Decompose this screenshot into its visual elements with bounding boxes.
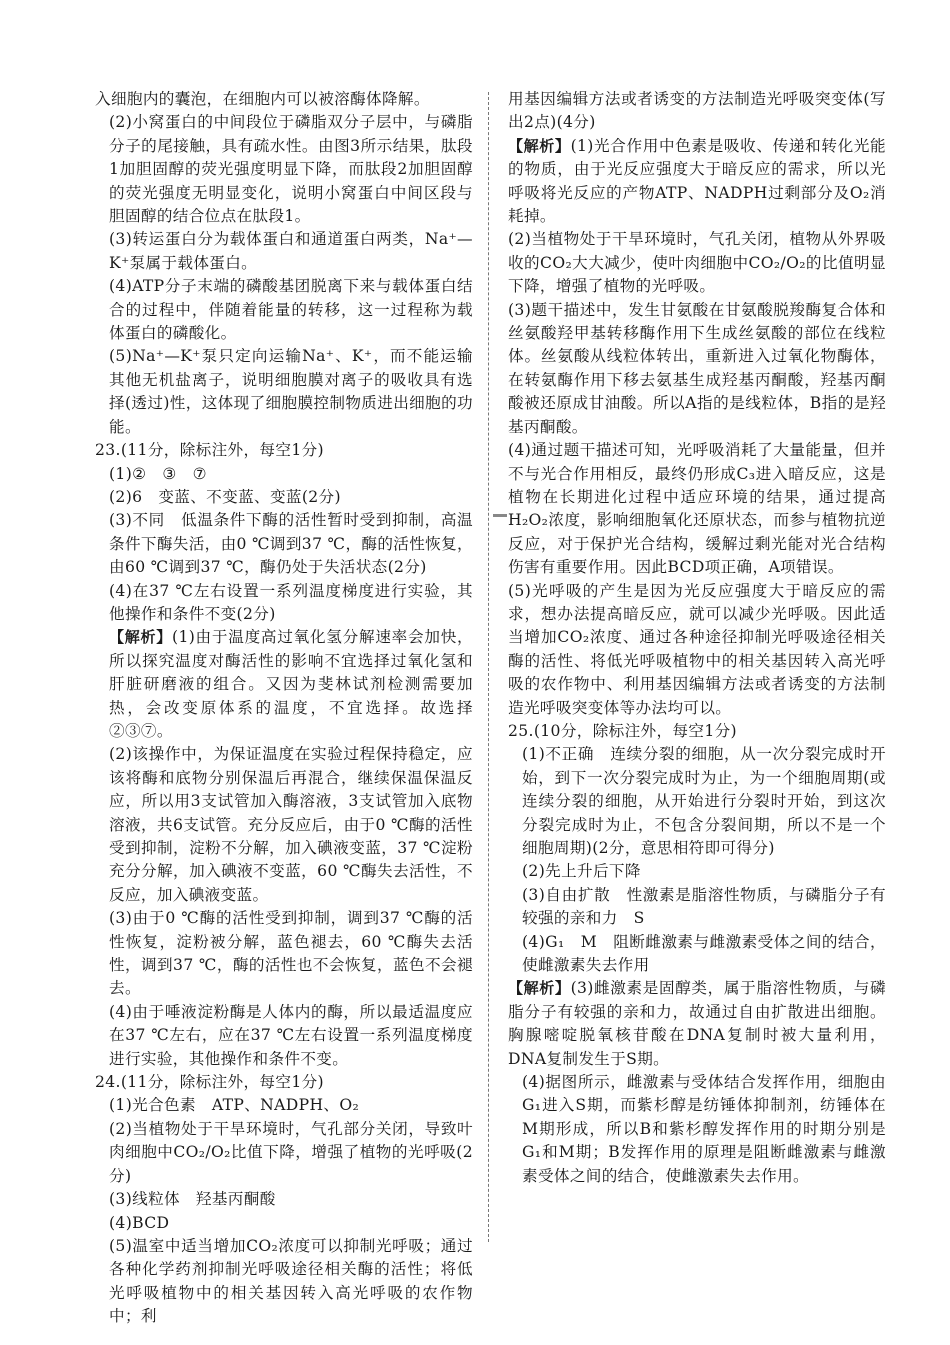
q24-answer-4: (4)BCD <box>109 1213 170 1232</box>
q23-analysis-1 <box>95 626 473 743</box>
q23-analysis-2: (2)该操作中，为保证温度在实验过程保持稳定，应该将酶和底物分别保温后再混合，继续保温保温反应，所以用3支试管加入酶溶液，3支试管加入底物溶液，共6支试管。充分反应后，由于0 ℃酶的活性受到抑制，淀粉不分解，加入碘液变蓝，37 ℃淀粉充分分解，加入碘液不变蓝，60 ℃酶失去活性，不反应，加入碘液变蓝。 <box>109 745 473 904</box>
q23-answer-2: (2)6 变蓝、不变蓝、变蓝(2分) <box>109 487 341 506</box>
q23-answer-1: (1)② ③ ⑦ <box>109 464 208 483</box>
q23-analysis-text-1: (1)由于温度高过氧化氢分解速率会加快，所以探究温度对酶活性的影响不宜选择过氧化氢和肝脏研磨液的组合。又因为斐林试剂检测需要加热，会改变原体系的温度，不宜选择。故选择②③⑦。 <box>109 628 474 740</box>
analysis-tag: 【解析】 <box>508 136 571 155</box>
q25-answer-3: (3)自由扩散 性激素是脂溶性物质，与磷脂分子有较强的亲和力 S <box>522 885 886 928</box>
q24-answer-3: (3)线粒体 羟基丙酮酸 <box>109 1190 276 1209</box>
analysis-tag: 【解析】 <box>508 979 571 998</box>
q25-analysis-text-3: (3)雌激素是固醇类，属于脂溶性物质，与磷脂分子有较强的亲和力，故通过自由扩散进出细胞。胸腺嘧啶脱氧核苷酸在DNA复制时被大量利用，DNA复制发生于S期。 <box>508 979 886 1068</box>
q24-header: 24.(11分，除标注外，每空1分) <box>95 1073 324 1092</box>
q23-answer-4: (4)在37 ℃左右设置一系列温度梯度进行实验，其他操作和条件不变(2分) <box>109 581 473 623</box>
q24-analysis-5: (5)光呼吸的产生是因为光反应强度大于暗反应的需求，想办法提高暗反应，就可以减少光呼吸。因此适当增加CO₂浓度、通过各种途径抑制光呼吸途径相关酶的活性、将低光呼吸植物中的相关基因转入高光呼吸的农作物中、利用基因编辑方法或者诱变的方法制造光呼吸突变体等办法均可以。 <box>508 581 886 717</box>
q22-answer-5: (5)Na⁺—K⁺泵只定向运输Na⁺、K⁺，而不能运输其他无机盐离子，说明细胞膜对离子的吸收具有选择(透过)性，这体现了细胞膜控制物质进出细胞的功能。 <box>109 347 473 436</box>
q25-analysis-4: (4)据图所示，雌激素与受体结合发挥作用，细胞由G₁进入S期，而紫杉醇是纺锤体抑制剂，纺锤体在M期形成，所以B和紫杉醇发挥作用的时期分别是G₁和M期；B发挥作用的原理是阻断雌激素与雌激素受体之间的结合，使雌激素失去作用。 <box>522 1073 886 1185</box>
q22-part1-continuation: 入细胞内的囊泡，在细胞内可以被溶酶体降解。 <box>95 90 430 108</box>
q23-header: 23.(11分，除标注外，每空1分) <box>95 441 324 460</box>
scan-mark <box>493 514 507 517</box>
q24-analysis-3: (3)题干描述中，发生甘氨酸在甘氨酸脱羧酶复合体和丝氨酸羟甲基转移酶作用下生成丝氨酸的部位在线粒体。丝氨酸从线粒体转出，重新进入过氧化物酶体，在转氨酶作用下移去氨基生成羟基丙酮酸，羟基丙酮酸被还原成甘油酸。所以A指的是线粒体，B指的是羟基丙酮酸。 <box>508 300 886 436</box>
q23-answer-3: (3)不同 低温条件下酶的活性暂时受到抑制，高温条件下酶失活，由0 ℃调到37 ℃，酶的活性恢复，由60 ℃调到37 ℃，酶仍处于失活状态(2分) <box>109 511 474 577</box>
q25-header: 25.(10分，除标注外，每空1分) <box>508 721 737 740</box>
analysis-tag: 【解析】 <box>109 628 173 647</box>
q25-answer-1: (1)不正确 连续分裂的细胞，从一次分裂完成时开始，到下一次分裂完成时为止，为一个细胞周期(或连续分裂的细胞，从开始进行分裂时开始，到这次分裂完成时为止，不包含分裂间期，所以不是一个细胞周期)(2分，意思相符即可得分) <box>522 745 886 857</box>
q25-answer-2: (2)先上升后下降 <box>522 862 641 881</box>
q24-answer-5: (5)温室中适当增加CO₂浓度可以抑制光呼吸；通过各种化学药剂抑制光呼吸途径相关酶的活性；将低光呼吸植物中的相关基因转入高光呼吸的农作物中；利 <box>109 1236 473 1326</box>
q23-analysis-4: (4)由于唾液淀粉酶是人体内的酶，所以最适温度应在37 ℃左右，应在37 ℃左右设置一系列温度梯度进行实验，其他操作和条件不变。 <box>109 1002 473 1068</box>
q24-analysis-4: (4)通过题干描述可知，光呼吸消耗了大量能量，但并不与光合作用相反，最终仍形成C₃进入暗反应，这是植物在长期进化过程中适应环境的结果，通过提高H₂O₂浓度，影响细胞氧化还原状态，而参与植物抗逆反应，对于保护光合结构，缓解过剩光能对光合结构伤害有重要作用。因此BCD项正确，A项错误。 <box>508 441 886 577</box>
q22-answer-2: (2)小窝蛋白的中间段位于磷脂双分子层中，与磷脂分子的尾接触，具有疏水性。由图3所示结果，肽段1加胆固醇的荧光强度明显下降，而肽段2加胆固醇的荧光强度无明显变化，说明小窝蛋白中间区段与胆固醇的结合位点在肽段1。 <box>109 113 473 226</box>
right-column <box>508 88 886 1188</box>
q22-answer-4: (4)ATP分子末端的磷酸基团脱离下来与载体蛋白结合的过程中，伴随着能量的转移，这一过程称为载体蛋白的磷酸化。 <box>109 277 473 343</box>
column-divider <box>488 92 489 1242</box>
q25-answer-4: (4)G₁ M 阻断雌激素与雌激素受体之间的结合，使雌激素失去作用 <box>522 932 886 975</box>
q24-analysis-2: (2)当植物处于干旱环境时，气孔关闭，植物从外界吸收的CO₂大大减少，使叶肉细胞中CO₂/O₂的比值明显下降，增强了植物的光呼吸。 <box>508 230 886 296</box>
q24-answer-1: (1)光合色素 ATP、NADPH、O₂ <box>109 1096 360 1115</box>
left-column <box>95 88 473 1329</box>
q22-answer-3: (3)转运蛋白分为载体蛋白和通道蛋白两类，Na⁺—K⁺泵属于载体蛋白。 <box>109 230 473 272</box>
q24-analysis-1 <box>508 135 886 229</box>
q23-analysis-3: (3)由于0 ℃酶的活性受到抑制，调到37 ℃酶的活性恢复，淀粉被分解，蓝色褪去，60 ℃酶失去活性，调到37 ℃，酶的活性也不会恢复，蓝色不会褪去。 <box>109 909 473 998</box>
q24-answer-5-continuation: 用基因编辑方法或者诱变的方法制造光呼吸突变体(写出2点)(4分) <box>508 90 886 132</box>
q25-analysis-3 <box>508 977 886 1071</box>
q24-analysis-text-1: (1)光合作用中色素是吸收、传递和转化光能的物质，由于光反应强度大于暗反应的需求，所以光呼吸将光反应的产物ATP、NADPH过剩部分及O₂消耗掉。 <box>508 136 886 226</box>
q24-answer-2: (2)当植物处于干旱环境时，气孔部分关闭，导致叶肉细胞中CO₂/O₂比值下降，增强了植物的光呼吸(2分) <box>109 1119 473 1185</box>
